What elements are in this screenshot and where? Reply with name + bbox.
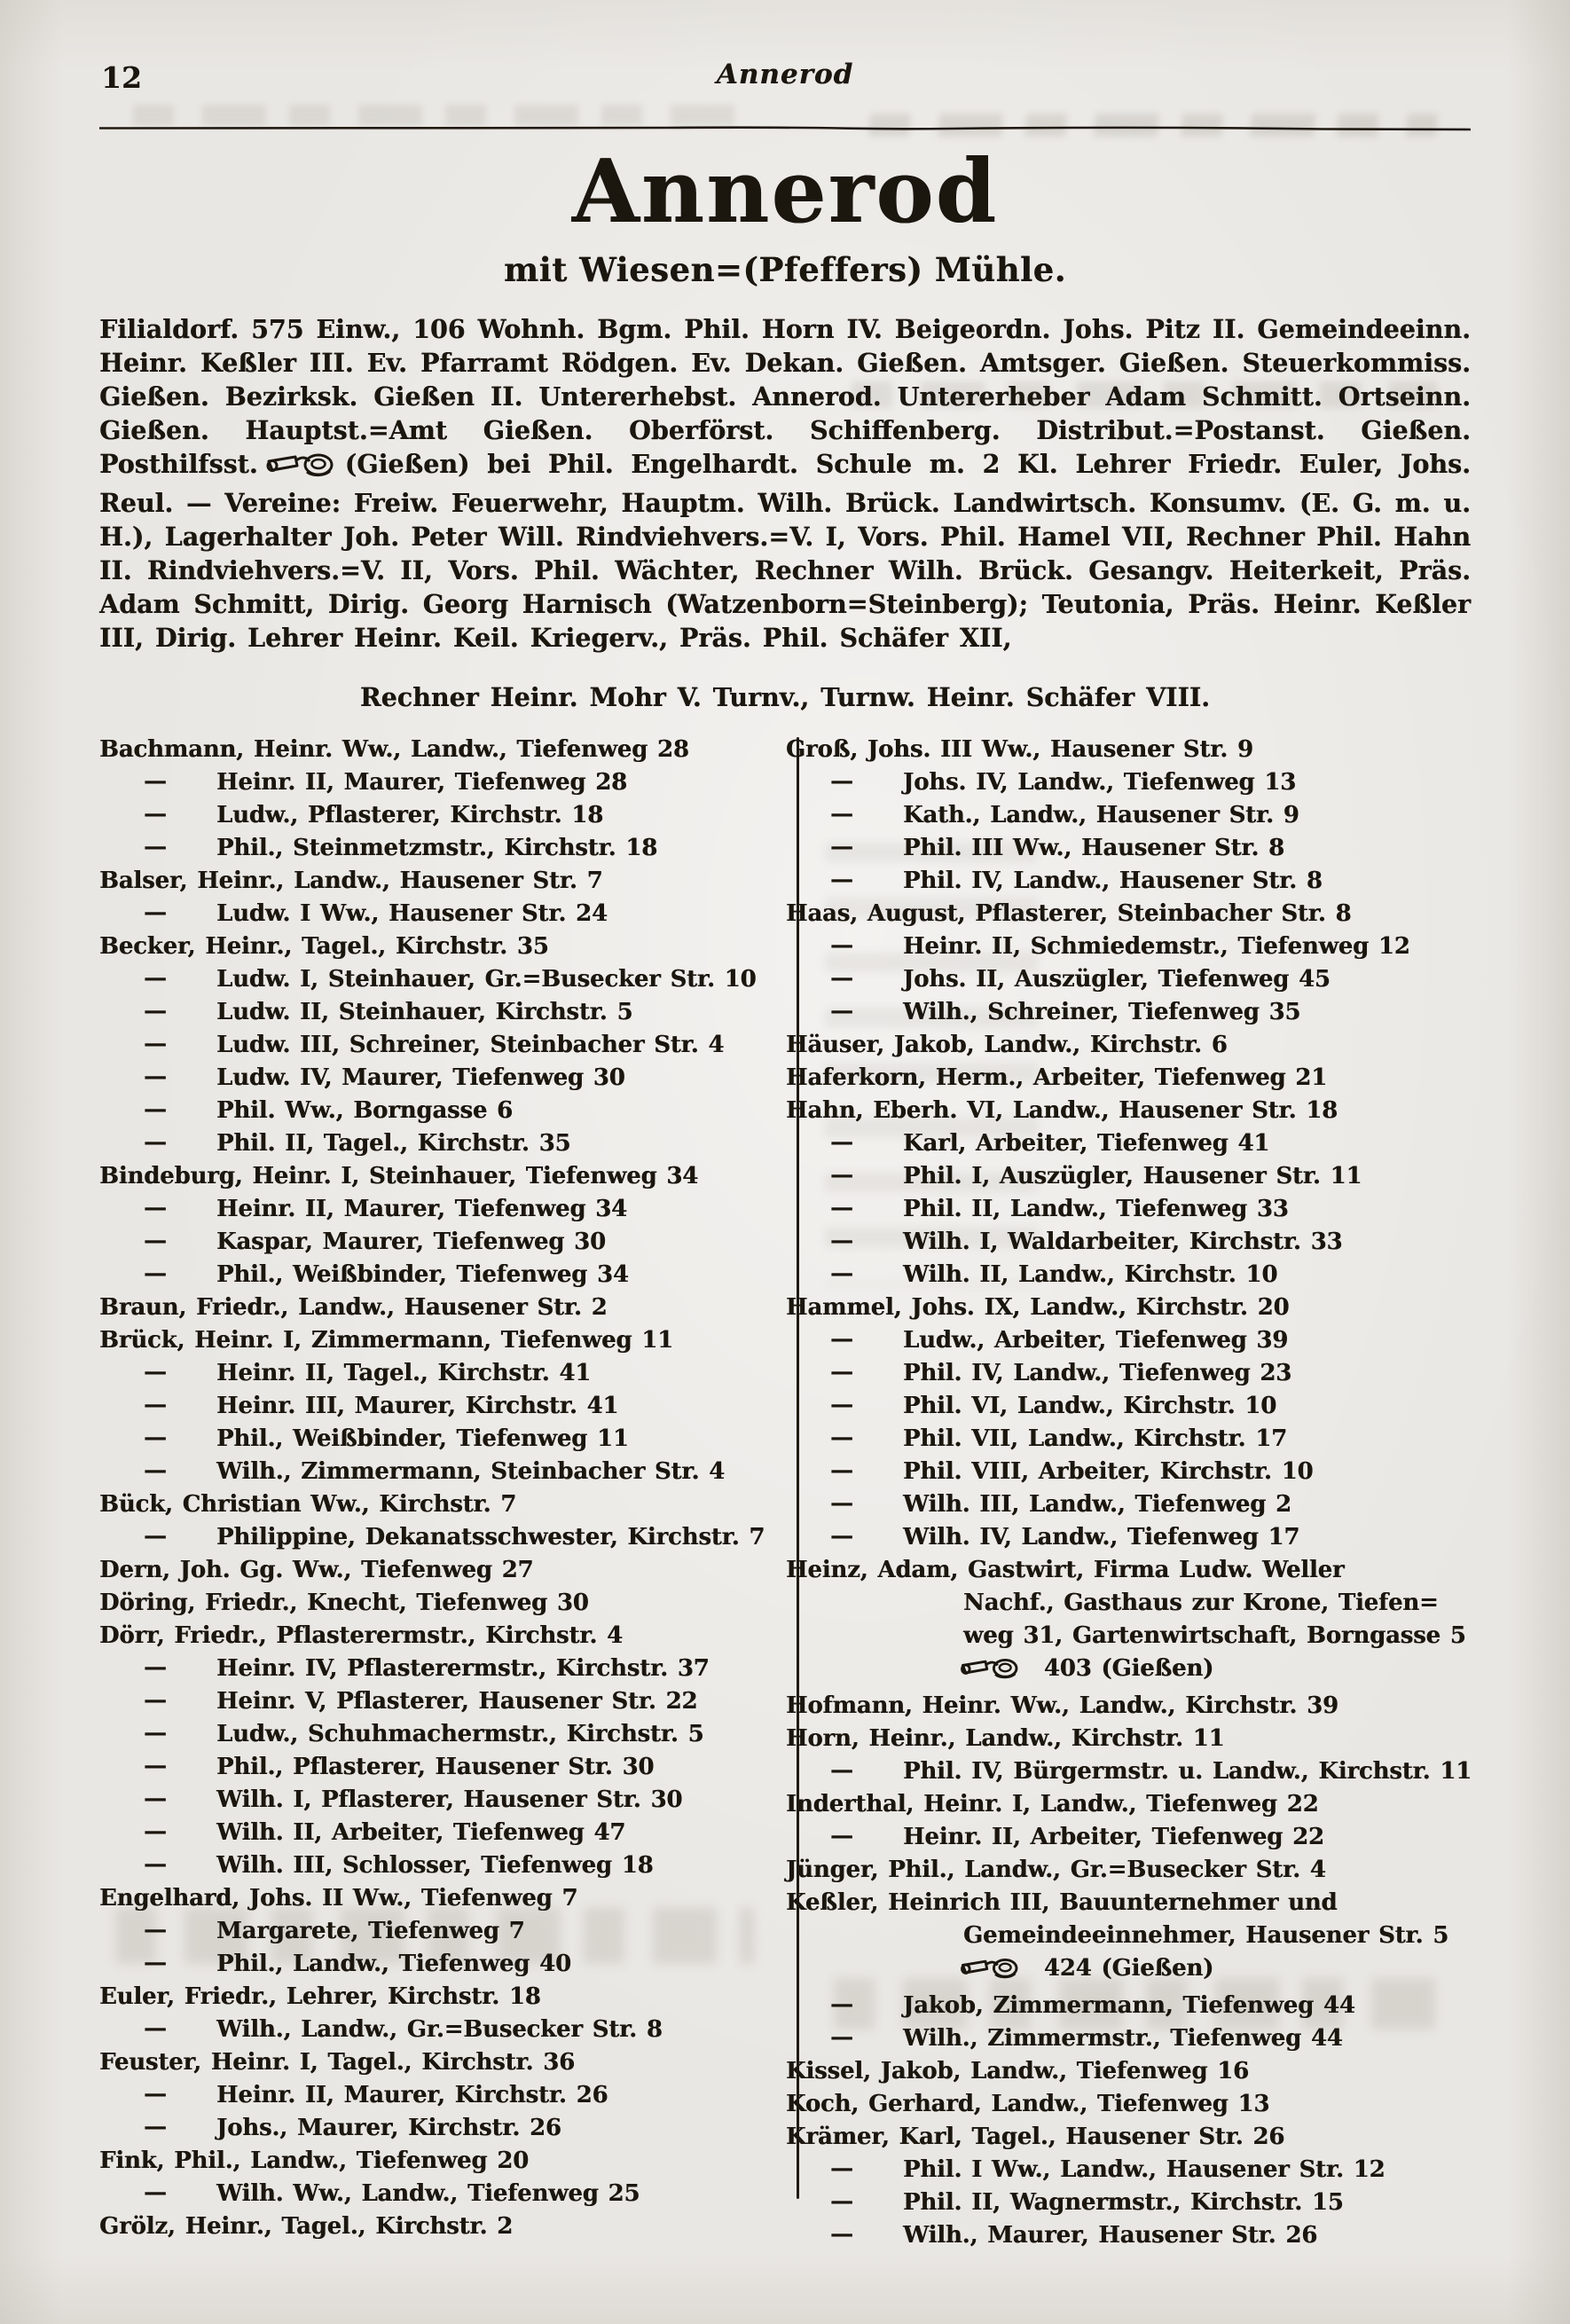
entry-text: Fink, Phil., Landw., Tiefenweg 20 xyxy=(99,2147,529,2174)
directory-entry xyxy=(786,1488,1446,1521)
directory-entry xyxy=(786,832,1446,865)
same-surname-dash: — xyxy=(830,1456,853,1484)
directory-entry xyxy=(99,1653,763,1685)
entry-text: Johs., Maurer, Kirchstr. 26 xyxy=(216,2114,561,2141)
entry-text: Feuster, Heinr. I, Tagel., Kirchstr. 36 xyxy=(99,2048,575,2076)
intro-paragraph xyxy=(99,312,1471,655)
entry-text: Phil. II, Landw., Tiefenweg 33 xyxy=(903,1195,1289,1222)
directory-entry xyxy=(786,2121,1446,2154)
entry-text: Brück, Heinr. I, Zimmermann, Tiefenweg 11 xyxy=(99,1326,674,1354)
entry-text: Phil. II, Tagel., Kirchstr. 35 xyxy=(216,1129,571,1157)
entry-text: Ludw., Pflasterer, Kirchstr. 18 xyxy=(216,801,604,828)
entry-text: Ludw., Schuhmachermstr., Kirchstr. 5 xyxy=(216,1720,704,1747)
entry-text: Engelhard, Johs. II Ww., Tiefenweg 7 xyxy=(99,1884,578,1912)
entry-text: Gemeindeeinnehmer, Hausener Str. 5 xyxy=(963,1921,1449,1949)
entry-text: Phil. VI, Landw., Kirchstr. 10 xyxy=(903,1392,1277,1419)
entry-text: 403 (Gießen) xyxy=(1043,1654,1214,1682)
entry-text: Wilh., Schreiner, Tiefenweg 35 xyxy=(903,998,1301,1025)
entry-text: Heinr. II, Maurer, Kirchstr. 26 xyxy=(216,2081,608,2108)
directory-entry xyxy=(99,1718,763,1751)
directory-entry xyxy=(99,1685,763,1718)
directory-entry xyxy=(786,1990,1446,2022)
directory-entry xyxy=(786,2088,1446,2121)
directory-entry xyxy=(99,1160,763,1193)
entry-text: Heinr. II, Maurer, Tiefenweg 34 xyxy=(216,1195,627,1222)
directory-entry xyxy=(786,1390,1446,1423)
same-surname-dash: — xyxy=(144,1030,167,1057)
entry-text: Johs. IV, Landw., Tiefenweg 13 xyxy=(903,768,1297,796)
directory-entry xyxy=(99,2014,763,2046)
directory-entry xyxy=(786,1029,1446,1062)
entry-text: Heinr. II, Schmiedemstr., Tiefenweg 12 xyxy=(903,932,1410,960)
same-surname-dash: — xyxy=(144,1916,167,1943)
entry-text: Wilh. II, Landw., Kirchstr. 10 xyxy=(903,1260,1278,1288)
same-surname-dash: — xyxy=(144,2179,167,2206)
directory-entry xyxy=(99,1784,763,1817)
directory-entry xyxy=(99,832,763,865)
directory-column-right xyxy=(763,734,1472,2252)
entry-text: Wilh., Maurer, Hausener Str. 26 xyxy=(903,2221,1318,2249)
entry-text: Braun, Friedr., Landw., Hausener Str. 2 xyxy=(99,1293,608,1321)
same-surname-dash: — xyxy=(830,997,853,1025)
same-surname-dash: — xyxy=(830,1522,853,1550)
entry-text: Phil. I, Auszügler, Hausener Str. 11 xyxy=(903,1162,1362,1189)
directory-entry xyxy=(786,1292,1446,1324)
directory-entry xyxy=(99,1324,763,1357)
entry-text: Balser, Heinr., Landw., Hausener Str. 7 xyxy=(99,867,603,894)
entry-text: Karl, Arbeiter, Tiefenweg 41 xyxy=(903,1129,1270,1157)
entry-text: Kath., Landw., Hausener Str. 9 xyxy=(903,801,1299,828)
same-surname-dash: — xyxy=(144,1850,167,1878)
entry-text: Phil. IV, Landw., Hausener Str. 8 xyxy=(903,867,1323,894)
intro-last-line: Rechner Heinr. Mohr V. Turnv., Turnw. Heinr. Schäfer VIII. xyxy=(359,681,1211,712)
entry-text: Phil. III Ww., Hausener Str. 8 xyxy=(903,834,1284,861)
directory xyxy=(99,734,1471,2277)
directory-entry xyxy=(786,1620,1466,1653)
header-rule xyxy=(99,119,1471,126)
directory-entry xyxy=(786,1423,1446,1456)
entry-text: Phil. IV, Bürgermstr. u. Landw., Kirchstr. 11 xyxy=(903,1757,1472,1785)
entry-text: Ludw. IV, Maurer, Tiefenweg 30 xyxy=(216,1064,625,1091)
same-surname-dash: — xyxy=(144,1785,167,1812)
entry-text: Wilh., Landw., Gr.=Busecker Str. 8 xyxy=(216,2015,663,2043)
entry-text: Ludw. I Ww., Hausener Str. 24 xyxy=(216,899,608,927)
directory-entry xyxy=(786,898,1446,930)
entry-text: Ludw., Arbeiter, Tiefenweg 39 xyxy=(903,1326,1289,1354)
entry-text: Wilh. III, Schlosser, Tiefenweg 18 xyxy=(216,1851,654,1879)
same-surname-dash: — xyxy=(830,767,853,795)
directory-entry xyxy=(99,996,763,1029)
entry-text: Bindeburg, Heinr. I, Steinhauer, Tiefenweg 34 xyxy=(99,1162,699,1189)
directory-entry xyxy=(99,1521,763,1554)
same-surname-dash: — xyxy=(830,833,853,860)
directory-entry xyxy=(786,1127,1446,1160)
directory-entry xyxy=(786,1723,1446,1755)
entry-text: Kissel, Jakob, Landw., Tiefenweg 16 xyxy=(786,2057,1249,2085)
entry-text: Wilh., Zimmermstr., Tiefenweg 44 xyxy=(903,2024,1343,2052)
entry-text: Bück, Christian Ww., Kirchstr. 7 xyxy=(99,1490,517,1518)
same-surname-dash: — xyxy=(144,1949,167,1976)
directory-entry xyxy=(786,734,1446,766)
entry-text: Dern, Joh. Gg. Ww., Tiefenweg 27 xyxy=(99,1556,534,1583)
entry-text: 424 (Gießen) xyxy=(1043,1954,1214,1982)
directory-entry xyxy=(99,1292,763,1324)
same-surname-dash: — xyxy=(830,2220,853,2248)
page-content xyxy=(99,53,1471,2277)
same-surname-dash: — xyxy=(830,2187,853,2215)
same-surname-dash: — xyxy=(830,1128,853,1156)
directory-entry xyxy=(99,1193,763,1226)
same-surname-dash: — xyxy=(144,2014,167,2042)
directory-entry xyxy=(786,2219,1446,2252)
entry-text: Margarete, Tiefenweg 7 xyxy=(216,1917,525,1944)
entry-text: Hammel, Johs. IX, Landw., Kirchstr. 20 xyxy=(786,1293,1290,1321)
same-surname-dash: — xyxy=(830,1194,853,1221)
same-surname-dash: — xyxy=(830,800,853,828)
directory-entry xyxy=(786,1193,1446,1226)
directory-entry xyxy=(99,1882,763,1915)
directory-entry xyxy=(99,2178,763,2210)
directory-entry xyxy=(786,1788,1446,1821)
same-surname-dash: — xyxy=(830,866,853,893)
entry-text: Horn, Heinr., Landw., Kirchstr. 11 xyxy=(786,1724,1225,1752)
same-surname-dash: — xyxy=(144,964,167,992)
entry-text: Groß, Johs. III Ww., Hausener Str. 9 xyxy=(786,735,1253,763)
same-surname-dash: — xyxy=(144,1818,167,1845)
directory-entry xyxy=(99,1095,763,1127)
entry-text: Phil., Landw., Tiefenweg 40 xyxy=(216,1950,571,1977)
same-surname-dash: — xyxy=(830,2023,853,2051)
telephone-icon xyxy=(265,450,338,486)
directory-entry xyxy=(99,930,763,963)
entry-text: Phil., Steinmetzmstr., Kirchstr. 18 xyxy=(216,834,658,861)
same-surname-dash: — xyxy=(144,1194,167,1221)
same-surname-dash: — xyxy=(144,1424,167,1451)
same-surname-dash: — xyxy=(830,1260,853,1287)
entry-text: Haferkorn, Herm., Arbeiter, Tiefenweg 21 xyxy=(786,1064,1328,1091)
entry-text: Phil. I Ww., Landw., Hausener Str. 12 xyxy=(903,2155,1386,2183)
same-surname-dash: — xyxy=(144,1686,167,1714)
directory-entry xyxy=(99,1390,763,1423)
same-surname-dash: — xyxy=(144,1063,167,1090)
directory-entry xyxy=(99,1915,763,1948)
directory-entry xyxy=(786,1887,1446,1920)
same-surname-dash: — xyxy=(144,1653,167,1681)
entry-text: Phil., Weißbinder, Tiefenweg 11 xyxy=(216,1425,629,1452)
same-surname-dash: — xyxy=(144,1522,167,1550)
entry-text: Phil. Ww., Borngasse 6 xyxy=(216,1096,513,1124)
entry-text: Jakob, Zimmermann, Tiefenweg 44 xyxy=(903,1991,1355,2019)
same-surname-dash: — xyxy=(830,1822,853,1849)
intro-text-2: (Gießen) bei Phil. Engelhardt. Schule m. 2 Kl. Lehrer Friedr. Euler, Johs. Reul. — Vereine: Freiw. Feuerwehr, Hauptm. Wilh. Brück. Landwirtsch. Konsumv. (E. G. m. u. H.), Lagerhalter Joh. Peter Will. Rindviehvers.=V. I, Vors. Phil. Hamel VII, Rechner Phil. Hahn II. Rindviehvers.=V. II, Vors. Phil. Wächter, Rechner Wilh. Brück. Gesangv. Heiterkeit, Präs. Adam Schmitt, Dirig. Georg Harnisch (Watzenborn=Steinberg); Teutonia, Präs. Heinr. Keßler III, Dirig. Lehrer Heinr. Keil. Kriegerv., Präs. Phil. Schäfer XII, xyxy=(99,449,1471,653)
directory-entry xyxy=(786,2187,1446,2219)
entry-text: Ludw. I, Steinhauer, Gr.=Busecker Str. 10 xyxy=(216,965,757,993)
entry-text: Grölz, Heinr., Tagel., Kirchstr. 2 xyxy=(99,2212,514,2240)
same-surname-dash: — xyxy=(144,1391,167,1418)
same-surname-dash: — xyxy=(830,1358,853,1386)
directory-entry xyxy=(99,1948,763,1981)
directory-entry xyxy=(99,1488,763,1521)
same-surname-dash: — xyxy=(144,899,167,926)
directory-entry xyxy=(786,930,1446,963)
entry-text: Haas, August, Pflasterer, Steinbacher Str. 8 xyxy=(786,899,1352,927)
same-surname-dash: — xyxy=(144,800,167,828)
directory-entry xyxy=(99,1620,763,1653)
entry-text: Keßler, Heinrich III, Bauunternehmer und xyxy=(786,1888,1338,1916)
same-surname-dash: — xyxy=(144,1260,167,1287)
entry-text: Phil. II, Wagnermstr., Kirchstr. 15 xyxy=(903,2188,1344,2216)
directory-entry xyxy=(786,1062,1446,1095)
entry-text: Wilh. III, Landw., Tiefenweg 2 xyxy=(903,1490,1291,1518)
same-surname-dash: — xyxy=(144,1358,167,1386)
directory-entry xyxy=(786,1456,1446,1488)
telephone-icon xyxy=(960,1655,1022,1690)
directory-entry xyxy=(99,865,763,898)
telephone-icon xyxy=(960,1955,1022,1990)
entry-text: Philippine, Dekanatsschwester, Kirchstr. 7 xyxy=(216,1523,765,1551)
entry-text: Wilh. Ww., Landw., Tiefenweg 25 xyxy=(216,2179,640,2207)
intro-text-1: Filialdorf. 575 Einw., 106 Wohnh. Bgm. Phil. Horn IV. Beigeordn. Johs. Pitz II. Gemeindeeinn. Heinr. Keßler III. Ev. Pfarramt Rödgen. Ev. Dekan. Gießen. Amtsger. Gießen. Steuerkommiss. Gießen. Bezirksk. Gießen II. Untererhebst. Annerod. Untererheber Adam Schmitt. Ortseinn. Gießen. Hauptst.=Amt Gießen. Oberförst. Schiffenberg. Distribut.=Postanst. Gießen. Posthilfsst. xyxy=(99,314,1471,479)
directory-entry xyxy=(99,1587,763,1620)
same-surname-dash: — xyxy=(144,2113,167,2140)
same-surname-dash: — xyxy=(144,1719,167,1747)
directory-entry xyxy=(99,1849,763,1882)
entry-text: Heinr. III, Maurer, Kirchstr. 41 xyxy=(216,1392,619,1419)
entry-text: Wilh. I, Waldarbeiter, Kirchstr. 33 xyxy=(903,1228,1343,1255)
same-surname-dash: — xyxy=(144,1456,167,1484)
entry-text: Wilh., Zimmermann, Steinbacher Str. 4 xyxy=(216,1457,725,1485)
entry-text: Döring, Friedr., Knecht, Tiefenweg 30 xyxy=(99,1589,589,1616)
same-surname-dash: — xyxy=(830,964,853,992)
same-surname-dash: — xyxy=(144,833,167,860)
directory-entry xyxy=(99,2145,763,2178)
entry-text: Phil. VIII, Arbeiter, Kirchstr. 10 xyxy=(903,1457,1314,1485)
entry-text: Dörr, Friedr., Pflasterermstr., Kirchstr. 4 xyxy=(99,1621,623,1649)
entry-text: Heinr. IV, Pflasterermstr., Kirchstr. 37 xyxy=(216,1654,710,1682)
directory-entry xyxy=(786,1357,1446,1390)
entry-text: Häuser, Jakob, Landw., Kirchstr. 6 xyxy=(786,1031,1228,1058)
same-surname-dash: — xyxy=(830,1325,853,1353)
directory-entry xyxy=(786,1690,1446,1723)
entry-text: Heinr. II, Maurer, Tiefenweg 28 xyxy=(216,768,627,796)
same-surname-dash: — xyxy=(830,1990,853,2018)
same-surname-dash: — xyxy=(830,931,853,959)
directory-entry xyxy=(99,1554,763,1587)
entry-text: Hahn, Eberh. VI, Landw., Hausener Str. 18 xyxy=(786,1096,1338,1124)
directory-entry xyxy=(786,1160,1446,1193)
directory-entry xyxy=(786,1226,1446,1259)
entry-text: Phil., Pflasterer, Hausener Str. 30 xyxy=(216,1753,655,1780)
same-surname-dash: — xyxy=(830,1227,853,1254)
directory-entry xyxy=(786,963,1446,996)
directory-entry xyxy=(786,1653,1446,1690)
directory-entry xyxy=(786,1821,1446,1854)
entry-text: Johs. II, Auszügler, Tiefenweg 45 xyxy=(903,965,1331,993)
directory-entry xyxy=(786,865,1446,898)
entry-text: Hofmann, Heinr. Ww., Landw., Kirchstr. 39 xyxy=(786,1692,1338,1719)
entry-text: Heinr. II, Tagel., Kirchstr. 41 xyxy=(216,1359,592,1386)
running-head-row xyxy=(99,53,1471,103)
entry-text: Ludw. II, Steinhauer, Kirchstr. 5 xyxy=(216,998,633,1025)
directory-entry xyxy=(99,1226,763,1259)
directory-entry xyxy=(786,2022,1446,2055)
page-subtitle: mit Wiesen=(Pfeffers) Mühle. xyxy=(503,250,1067,289)
directory-entry xyxy=(99,2079,763,2112)
entry-text: Phil. VII, Landw., Kirchstr. 17 xyxy=(903,1425,1287,1452)
directory-entry xyxy=(99,963,763,996)
same-surname-dash: — xyxy=(144,1128,167,1156)
directory-column-left xyxy=(99,734,763,2243)
directory-entry xyxy=(99,734,763,766)
entry-text: Jünger, Phil., Landw., Gr.=Busecker Str. 4 xyxy=(786,1856,1326,1883)
directory-entry xyxy=(786,799,1446,832)
directory-entry xyxy=(99,1423,763,1456)
entry-text: Bachmann, Heinr. Ww., Landw., Tiefenweg 28 xyxy=(99,735,689,763)
entry-text: Euler, Friedr., Lehrer, Kirchstr. 18 xyxy=(99,1982,541,2010)
directory-entry xyxy=(99,898,763,930)
same-surname-dash: — xyxy=(830,1161,853,1189)
directory-entry xyxy=(786,1952,1446,1990)
directory-entry xyxy=(786,2154,1446,2187)
directory-entry xyxy=(786,1854,1446,1887)
entry-text: Phil. IV, Landw., Tiefenweg 23 xyxy=(903,1359,1292,1386)
same-surname-dash: — xyxy=(830,1424,853,1451)
directory-entry xyxy=(99,1357,763,1390)
entry-text: Krämer, Karl, Tagel., Hausener Str. 26 xyxy=(786,2123,1285,2150)
directory-entry xyxy=(99,1817,763,1849)
entry-text: Wilh. I, Pflasterer, Hausener Str. 30 xyxy=(216,1786,683,1813)
directory-entry xyxy=(786,996,1446,1029)
page-number: 12 xyxy=(101,60,142,95)
same-surname-dash: — xyxy=(144,2080,167,2108)
directory-entry xyxy=(786,1259,1446,1292)
same-surname-dash: — xyxy=(144,997,167,1025)
directory-entry xyxy=(99,1127,763,1160)
entry-text: Wilh. IV, Landw., Tiefenweg 17 xyxy=(903,1523,1300,1551)
directory-entry xyxy=(99,1029,763,1062)
directory-entry xyxy=(786,1324,1446,1357)
entry-text: Heinr. II, Arbeiter, Tiefenweg 22 xyxy=(903,1823,1324,1850)
same-surname-dash: — xyxy=(830,1391,853,1418)
same-surname-dash: — xyxy=(144,1752,167,1779)
directory-entry xyxy=(99,2112,763,2145)
directory-entry xyxy=(786,1095,1446,1127)
entry-text: Phil., Weißbinder, Tiefenweg 34 xyxy=(216,1260,629,1288)
same-surname-dash: — xyxy=(144,767,167,795)
entry-text: Inderthal, Heinr. I, Landw., Tiefenweg 22 xyxy=(786,1790,1319,1818)
entry-text: Heinz, Adam, Gastwirt, Firma Ludw. Weller xyxy=(786,1556,1345,1583)
directory-entry xyxy=(99,1259,763,1292)
entry-text: Nachf., Gasthaus zur Krone, Tiefen= xyxy=(963,1589,1439,1616)
directory-entry xyxy=(99,1456,763,1488)
directory-entry xyxy=(786,1587,1446,1620)
same-surname-dash: — xyxy=(830,1756,853,1784)
title-block xyxy=(99,141,1471,289)
directory-entry xyxy=(786,1755,1472,1788)
directory-entry xyxy=(786,766,1446,799)
directory-entry xyxy=(786,2055,1446,2088)
same-surname-dash: — xyxy=(830,1489,853,1517)
directory-entry xyxy=(786,1554,1446,1587)
same-surname-dash: — xyxy=(144,1095,167,1123)
same-surname-dash: — xyxy=(144,1227,167,1254)
entry-text: Heinr. V, Pflasterer, Hausener Str. 22 xyxy=(216,1687,698,1715)
running-head: Annerod xyxy=(716,59,854,90)
directory-entry xyxy=(99,1981,763,2014)
directory-entry xyxy=(99,766,763,799)
directory-entry xyxy=(99,2210,763,2243)
directory-entry xyxy=(99,1062,763,1095)
directory-entry xyxy=(786,1521,1446,1554)
directory-entry xyxy=(99,1751,763,1784)
page-title: Annerod xyxy=(571,141,999,243)
entry-text: Ludw. III, Schreiner, Steinbacher Str. 4 xyxy=(216,1031,725,1058)
same-surname-dash: — xyxy=(830,2155,853,2182)
directory-entry xyxy=(786,1920,1449,1952)
directory-entry xyxy=(99,799,763,832)
entry-text: Koch, Gerhard, Landw., Tiefenweg 13 xyxy=(786,2090,1270,2117)
entry-text: Becker, Heinr., Tagel., Kirchstr. 35 xyxy=(99,932,549,960)
hand-drawn-rule xyxy=(99,125,1471,132)
entry-text: Wilh. II, Arbeiter, Tiefenweg 47 xyxy=(216,1818,626,1846)
directory-entry xyxy=(99,2046,763,2079)
entry-text: Kaspar, Maurer, Tiefenweg 30 xyxy=(216,1228,606,1255)
entry-text: weg 31, Gartenwirtschaft, Borngasse 5 xyxy=(963,1621,1466,1649)
